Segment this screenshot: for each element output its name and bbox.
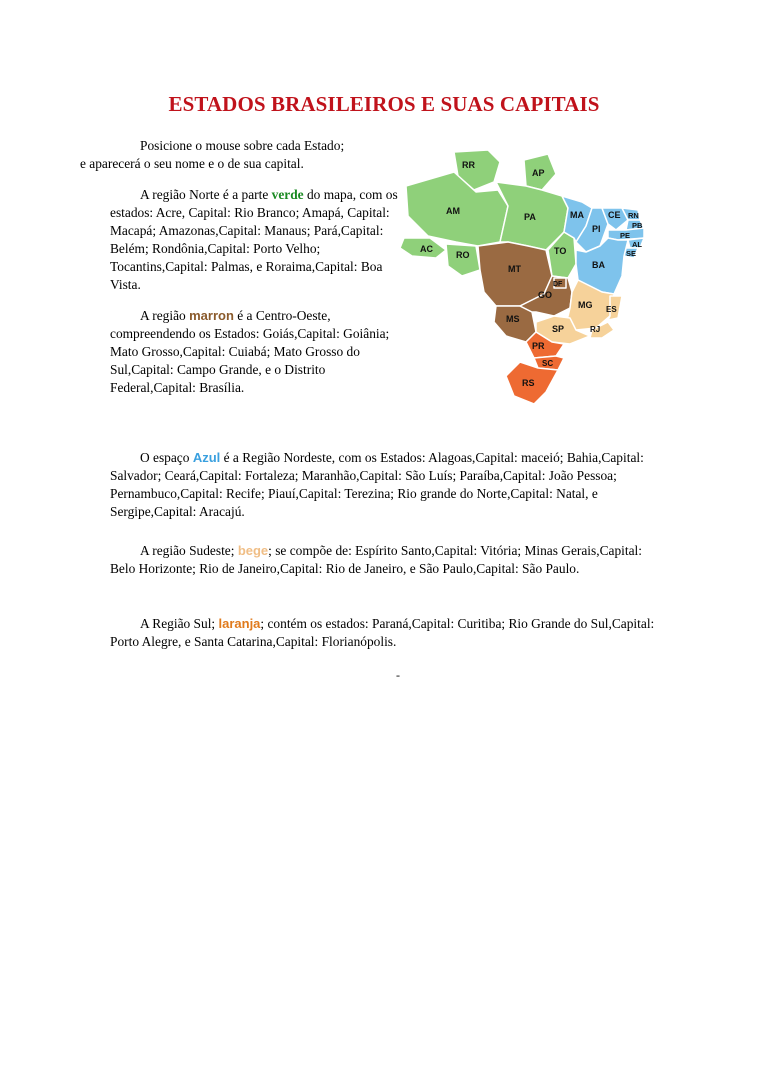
map-label-ro: RO bbox=[456, 250, 470, 260]
map-label-pe: PE bbox=[620, 231, 631, 240]
nordeste-paragraph bbox=[110, 449, 662, 521]
map-state-ro[interactable] bbox=[446, 244, 480, 276]
norte-pre: A região Norte é a parte bbox=[140, 187, 272, 202]
map-label-pr: PR bbox=[532, 341, 545, 351]
map-label-ac: AC bbox=[420, 244, 433, 254]
sul-text: ; contém os estados: Paraná,Capital: Curitiba; Rio Grande do Sul,Capital: Porto Alegre, e Santa Catarina,Capital: Florianópolis. bbox=[110, 616, 655, 649]
sul-keyword: laranja bbox=[218, 616, 261, 631]
sudeste-keyword: bege bbox=[237, 543, 269, 558]
map-label-ce: CE bbox=[608, 210, 621, 220]
nordeste-text: é a Região Nordeste, com os Estados: Alagoas,Capital: maceió; Bahia,Capital: Salvador; Ceará,Capital: Fortaleza; Maranhão,Capital: São Luís; Paraíba,Capital: João Pessoa; Pernambuco,Capital: Recife; Piauí,Capital: Terezina; Rio grande do Norte,Capital: Natal, e Sergipe,Capital: Aracajú. bbox=[110, 450, 644, 519]
centro-oeste-keyword: marron bbox=[189, 308, 234, 323]
map-label-pa: PA bbox=[524, 212, 536, 222]
page-title: ESTADOS BRASILEIROS E SUAS CAPITAIS bbox=[168, 92, 600, 116]
nordeste-keyword: Azul bbox=[192, 450, 221, 465]
centro-oeste-paragraph bbox=[110, 307, 402, 397]
map-label-ba: BA bbox=[592, 260, 605, 270]
centro-oeste-pre: A região bbox=[140, 308, 190, 323]
map-label-rn: RN bbox=[628, 211, 639, 220]
intro-line-2: e aparecerá o seu nome e o de sua capital. bbox=[80, 156, 304, 171]
map-label-mt: MT bbox=[508, 264, 521, 274]
nordeste-pre: O espaço bbox=[140, 450, 193, 465]
map-label-sp: SP bbox=[552, 324, 565, 334]
map-label-go: GO bbox=[538, 290, 553, 300]
sul-pre: A Região Sul; bbox=[140, 616, 219, 631]
sudeste-pre: A região Sudeste; bbox=[140, 543, 238, 558]
map-label-rr: RR bbox=[462, 160, 475, 170]
map-label-df: DF bbox=[553, 281, 563, 288]
map-label-ms: MS bbox=[506, 314, 520, 324]
map-label-ap: AP bbox=[532, 168, 545, 178]
map-label-pi: PI bbox=[592, 224, 601, 234]
brazil-map[interactable] bbox=[396, 146, 664, 408]
norte-text: do mapa, com os estados: Acre, Capital: Rio Branco; Amapá, Capital: Macapá; Amazonas,Capital: Manaus; Pará,Capital: Belém; Rondônia,Capital: Porto Velho; Tocantins,Capital: Palmas, e Roraima,Capital: Boa Vista. bbox=[110, 187, 398, 292]
map-label-am: AM bbox=[446, 206, 460, 216]
map-label-sc: SC bbox=[542, 359, 554, 368]
map-label-mg: MG bbox=[578, 300, 593, 310]
trailing-mark: - bbox=[396, 668, 400, 682]
norte-keyword: verde bbox=[271, 187, 304, 202]
map-label-se: SE bbox=[626, 249, 637, 258]
map-label-pb: PB bbox=[632, 221, 643, 230]
intro-paragraph bbox=[80, 137, 402, 173]
map-label-ma: MA bbox=[570, 210, 584, 220]
centro-oeste-text: é a Centro-Oeste, compreendendo os Estados: Goiás,Capital: Goiânia; Mato Grosso,Capital: Cuiabá; Mato Grosso do Sul,Capital: Campo Grande, e o Distrito Federal,Capital: Brasília. bbox=[110, 308, 390, 395]
map-label-rs: RS bbox=[522, 378, 535, 388]
map-label-rj: RJ bbox=[590, 325, 601, 334]
sul-paragraph bbox=[110, 615, 662, 651]
map-label-al: AL bbox=[632, 240, 642, 249]
left-column bbox=[80, 137, 402, 410]
intro-line-1: Posicione o mouse sobre cada Estado; bbox=[140, 138, 345, 153]
map-label-es: ES bbox=[606, 305, 617, 314]
sudeste-text: ; se compõe de: Espírito Santo,Capital: Vitória; Minas Gerais,Capital: Belo Horizonte; Rio de Janeiro,Capital: Rio de Janeiro, e São Paulo,Capital: São Paulo. bbox=[110, 543, 642, 576]
sudeste-paragraph bbox=[110, 542, 662, 578]
map-label-to: TO bbox=[554, 246, 567, 256]
norte-paragraph bbox=[110, 186, 402, 294]
